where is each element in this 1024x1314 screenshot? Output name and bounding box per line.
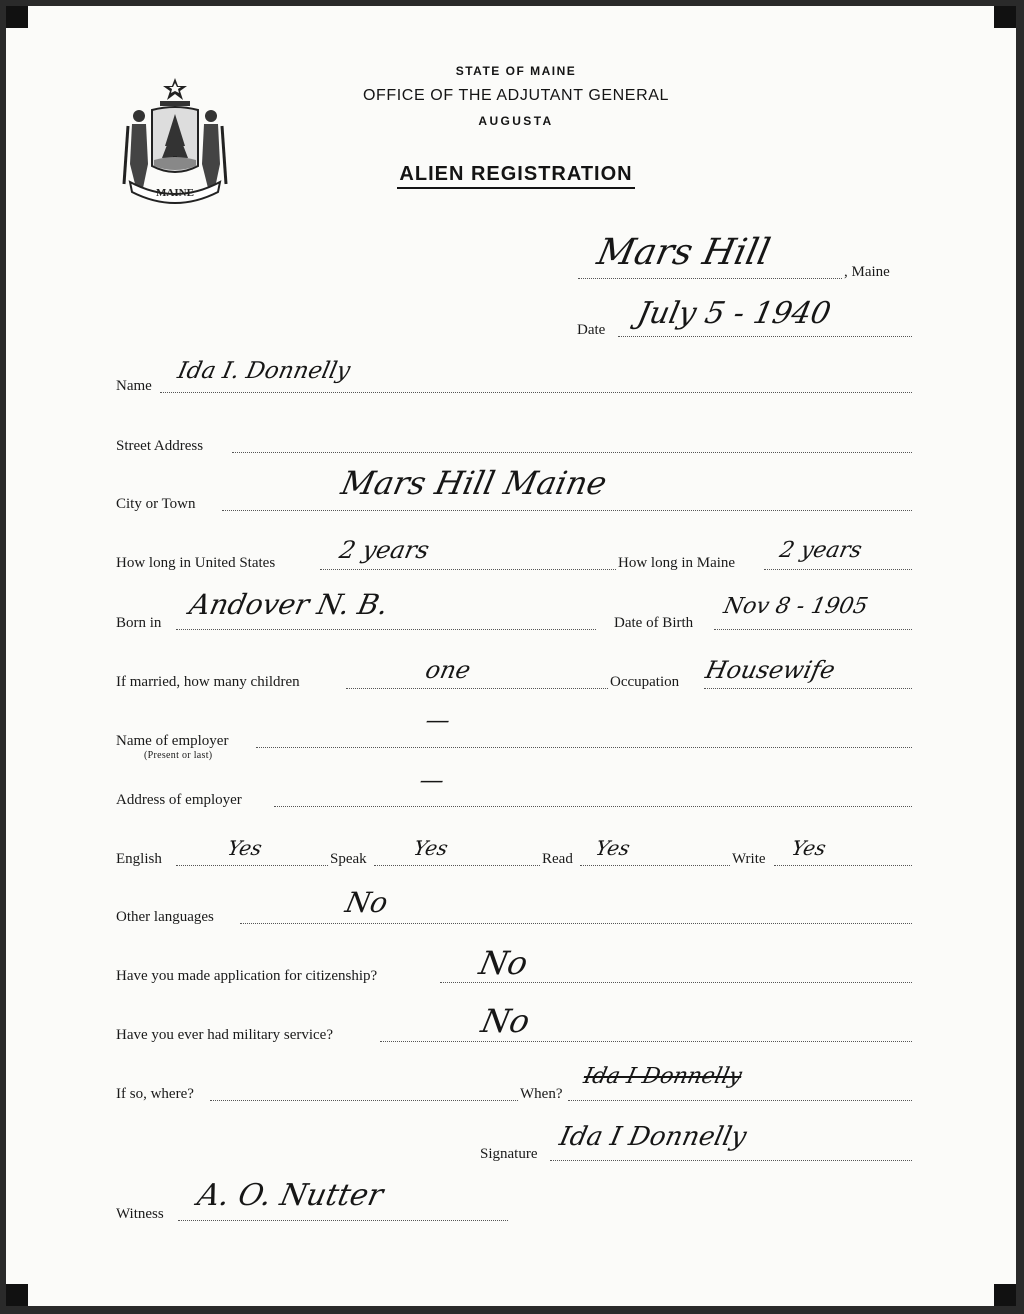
state-suffix-label: , Maine	[844, 264, 890, 280]
occupation-value: Housewife	[703, 656, 838, 684]
svg-text:MAINE: MAINE	[156, 187, 194, 199]
signature-label: Signature	[480, 1146, 538, 1162]
registration-form	[6, 6, 1016, 1306]
english-line	[176, 865, 328, 866]
how-long-maine-line	[764, 569, 912, 570]
how-long-us-value: 2 years	[337, 536, 432, 564]
english-value: Yes	[225, 836, 265, 860]
how-long-maine-value: 2 years	[777, 538, 865, 563]
read-line	[580, 865, 730, 866]
scan-corner-mark	[994, 6, 1016, 28]
children-value: one	[423, 656, 474, 684]
write-label: Write	[732, 851, 766, 867]
read-label: Read	[542, 851, 573, 867]
children-label: If married, how many children	[116, 674, 300, 690]
street-address-line	[232, 452, 912, 453]
born-in-label: Born in	[116, 615, 162, 631]
scan-corner-mark	[6, 6, 28, 28]
born-in-line	[176, 629, 596, 630]
maine-state-seal	[122, 74, 228, 206]
office-heading: OFFICE OF THE ADJUTANT GENERAL	[362, 87, 670, 104]
military-line	[380, 1041, 912, 1042]
city-heading: AUGUSTA	[478, 114, 554, 128]
town-value: Mars Hill	[593, 232, 774, 273]
when-struck-signature: Ida I Donnelly	[581, 1064, 744, 1089]
scan-corner-mark	[6, 1284, 28, 1306]
employer-name-line	[256, 747, 912, 748]
name-label: Name	[116, 378, 152, 394]
street-address-label: Street Address	[116, 438, 204, 454]
read-value: Yes	[593, 836, 633, 860]
city-or-town-label: City or Town	[116, 496, 196, 512]
employer-address-label: Address of employer	[116, 792, 242, 808]
scan-corner-mark	[994, 1284, 1016, 1306]
date-of-birth-label: Date of Birth	[614, 615, 694, 631]
employer-note-label: (Present or last)	[144, 750, 213, 761]
witness-line	[178, 1220, 508, 1221]
where-line	[210, 1100, 518, 1101]
date-label: Date	[577, 322, 606, 338]
where-label: If so, where?	[116, 1086, 194, 1102]
employer-address-line	[274, 806, 912, 807]
speak-line	[374, 865, 540, 866]
speak-label: Speak	[330, 851, 367, 867]
military-label: Have you ever had military service?	[116, 1027, 333, 1043]
city-or-town-value: Mars Hill Maine	[337, 464, 611, 502]
employer-name-label: Name of employer	[116, 733, 229, 749]
city-or-town-line	[222, 510, 912, 511]
employer-name-value: —	[423, 706, 453, 734]
signature-line	[550, 1160, 912, 1161]
citizenship-label: Have you made application for citizenship?	[116, 968, 378, 984]
other-languages-label: Other languages	[116, 909, 214, 925]
witness-value: A. O. Nutter	[194, 1178, 387, 1213]
occupation-label: Occupation	[610, 674, 680, 690]
when-label: When?	[520, 1086, 563, 1102]
date-of-birth-value: Nov 8 - 1905	[721, 594, 870, 619]
name-line	[160, 392, 912, 393]
date-of-birth-line	[714, 629, 912, 630]
employer-address-value: —	[417, 766, 447, 794]
born-in-value: Andover N. B.	[186, 588, 392, 621]
other-languages-value: No	[342, 886, 391, 919]
speak-value: Yes	[411, 836, 451, 860]
town-line	[578, 278, 842, 279]
occupation-line	[704, 688, 912, 689]
name-value: Ida I. Donnelly	[175, 358, 353, 384]
date-value: July 5 - 1940	[634, 296, 834, 331]
date-line	[618, 336, 912, 337]
citizenship-line	[440, 982, 912, 983]
write-value: Yes	[789, 836, 829, 860]
when-line	[568, 1100, 912, 1101]
write-line	[774, 865, 912, 866]
how-long-maine-label: How long in Maine	[618, 555, 736, 571]
form-title: ALIEN REGISTRATION	[306, 163, 726, 186]
how-long-us-line	[320, 569, 616, 570]
witness-label: Witness	[116, 1206, 164, 1222]
other-languages-line	[240, 923, 912, 924]
children-line	[346, 688, 608, 689]
military-value: No	[477, 1002, 534, 1040]
signature-value: Ida I Donnelly	[556, 1122, 750, 1152]
english-label: English	[116, 851, 162, 867]
how-long-us-label: How long in United States	[116, 555, 276, 571]
citizenship-value: No	[475, 944, 532, 982]
state-heading: STATE OF MAINE	[455, 64, 577, 78]
